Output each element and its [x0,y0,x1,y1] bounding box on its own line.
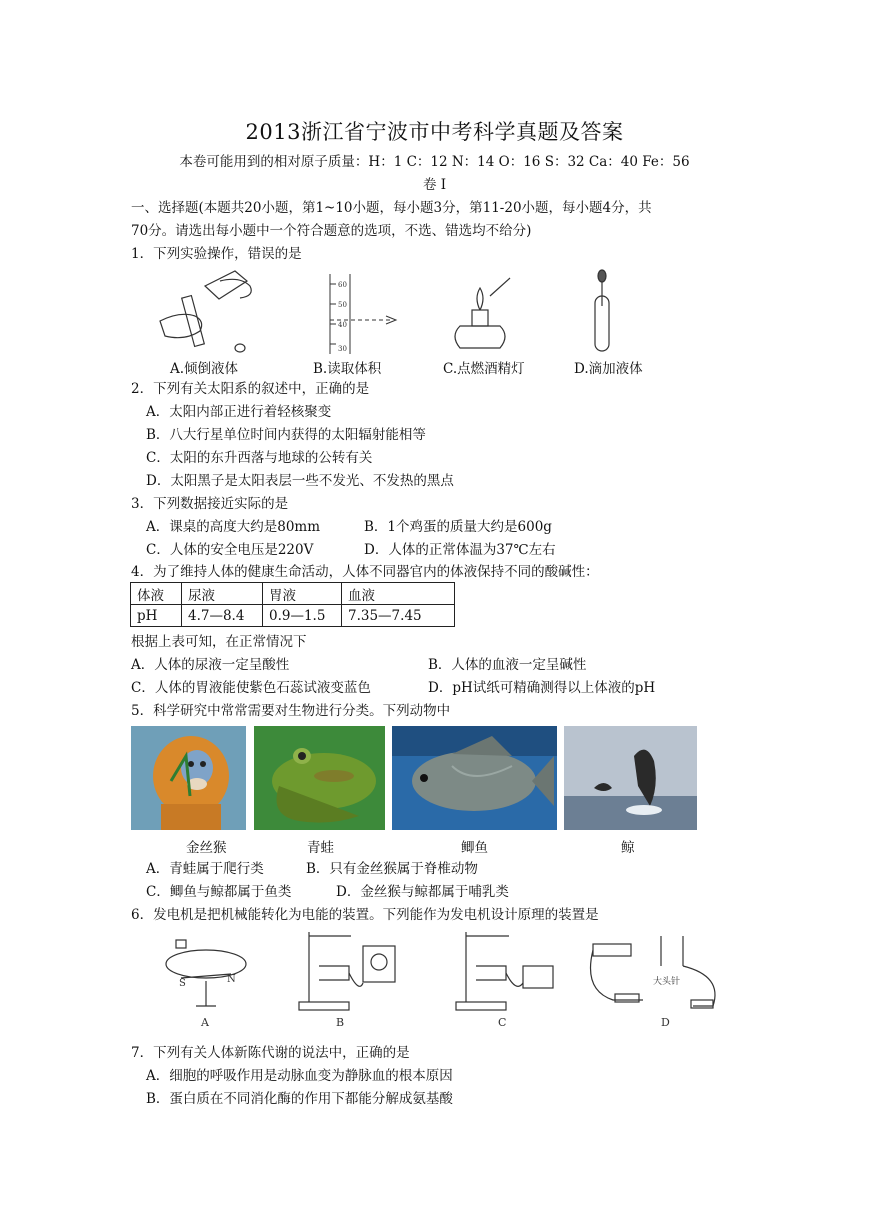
section-instructions-line2: 70分。请选出每小题中一个符合题意的选项，不选、错选均不给分) [131,223,532,239]
q1-lab-figures [150,266,680,356]
q2-stem: 2．下列有关太阳系的叙述中，正确的是 [131,381,370,397]
table-header-cell: 尿液 [182,583,263,605]
q3-option-d: D．人体的正常体温为37℃左右 [364,542,556,558]
table-row [131,605,455,627]
table-header-cell: 胃液 [263,583,342,605]
scale-tick-50: 50 [338,301,347,309]
table-cell: 7.35—7.45 [342,605,455,627]
q3-stem: 3．下列数据接近实际的是 [131,496,289,512]
q5-option-a: A．青蛙属于爬行类 [146,861,264,877]
volume-label: 卷 I [422,177,447,193]
scale-tick-60: 60 [338,281,347,289]
q2-option-d: D．太阳黑子是太阳表层一些不发光、不发热的黑点 [146,473,454,489]
q4-stem: 4．为了维持人体的健康生命活动，人体不同器官内的体液保持不同的酸碱性： [131,564,599,580]
animal-label-whale: 鲸 [621,840,635,856]
q1-option-d: D.滴加液体 [574,361,643,377]
electromagnet-circuit-figure [591,936,716,1008]
animal-label-monkey: 金丝猴 [186,840,227,856]
table-header-cell: 体液 [131,583,182,605]
q2-option-b: B．八大行星单位时间内获得的太阳辐射能相等 [146,427,426,443]
q5-option-c: C．鲫鱼与鲸都属于鱼类 [146,884,292,900]
generator-apparatus-figures [131,926,731,1038]
pouring-liquid-figure [160,271,251,352]
ph-table [130,582,455,627]
q7-option-b: B．蛋白质在不同消化酶的作用下都能分解成氨基酸 [146,1091,453,1107]
q2-option-a: A．太阳内部正进行着轻核聚变 [146,404,332,420]
frog-photo [254,726,385,830]
q6-stem: 6．发电机是把机械能转化为电能的装置。下列能作为发电机设计原理的装置是 [131,907,599,923]
q5-option-b: B．只有金丝猴属于脊椎动物 [306,861,478,877]
q7-stem: 7．下列有关人体新陈代谢的说法中，正确的是 [131,1045,410,1061]
atomic-mass-note: 本卷可能用到的相对原子质量：H：1 C：12 N：14 O：16 S：32 Ca：40 Fe：56 [179,154,690,170]
dropper-test-tube-figure [595,270,609,351]
q6-label-b: B [336,1016,345,1029]
q3-option-c: C．人体的安全电压是220V [146,542,314,558]
table-cell: 0.9—1.5 [263,605,342,627]
q2-option-c: C．太阳的东升西落与地球的公转有关 [146,450,373,466]
q7-option-a: A．细胞的呼吸作用是动脉血变为静脉血的根本原因 [146,1068,453,1084]
alcohol-lamp-figure [455,278,510,348]
q3-option-b: B．1个鸡蛋的质量大约是600g [364,519,552,535]
animal-label-carp: 鲫鱼 [461,840,488,856]
table-header-cell: 血液 [342,583,455,605]
q5-stem: 5．科学研究中常常需要对生物进行分类。下列动物中 [131,703,451,719]
pole-label-s: S [179,978,186,989]
q3-option-a: A．课桌的高度大约是80mm [146,519,321,535]
q4-option-b: B．人体的血液一定呈碱性 [428,657,587,673]
q6-label-d: D [661,1016,670,1029]
table-cell: pH [131,605,182,627]
battery-stand-figure [456,932,553,1010]
q1-option-c: C.点燃酒精灯 [443,361,525,377]
q4-option-c: C．人体的胃液能使紫色石蕊试液变蓝色 [131,680,371,696]
q1-stem: 1．下列实验操作，错误的是 [131,246,302,262]
q6-label-a: A [201,1016,209,1029]
whale-photo [564,726,697,830]
q4-option-d: D．pH试纸可精确测得以上体液的pH [428,680,656,696]
crucian-carp-photo [392,726,557,830]
q4-after-table: 根据上表可知，在正常情况下 [131,634,307,650]
coil-compass-figure [166,940,246,1006]
scale-tick-40: 40 [338,321,347,329]
section-instructions-line1: 一、选择题(本题共20小题，第1~10小题，每小题3分，第11-20小题，每小题4分，共 [131,200,652,216]
q1-option-a: A.倾倒液体 [170,361,239,377]
pin-label: 大头针 [653,977,681,987]
table-cell: 4.7—8.4 [182,605,263,627]
table-header-row [131,583,455,605]
q5-option-d: D．金丝猴与鲸都属于哺乳类 [336,884,509,900]
page-title: 2013浙江省宁波市中考科学真题及答案 [245,120,624,144]
animal-label-frog: 青蛙 [307,840,334,856]
pole-label-n: N [227,974,236,985]
q4-option-a: A．人体的尿液一定呈酸性 [131,657,290,673]
golden-monkey-photo [131,726,246,830]
galvanometer-stand-figure [299,932,395,1010]
q1-option-b: B.读取体积 [313,361,382,377]
q6-label-c: C [498,1016,507,1029]
scale-tick-30: 30 [338,345,347,353]
